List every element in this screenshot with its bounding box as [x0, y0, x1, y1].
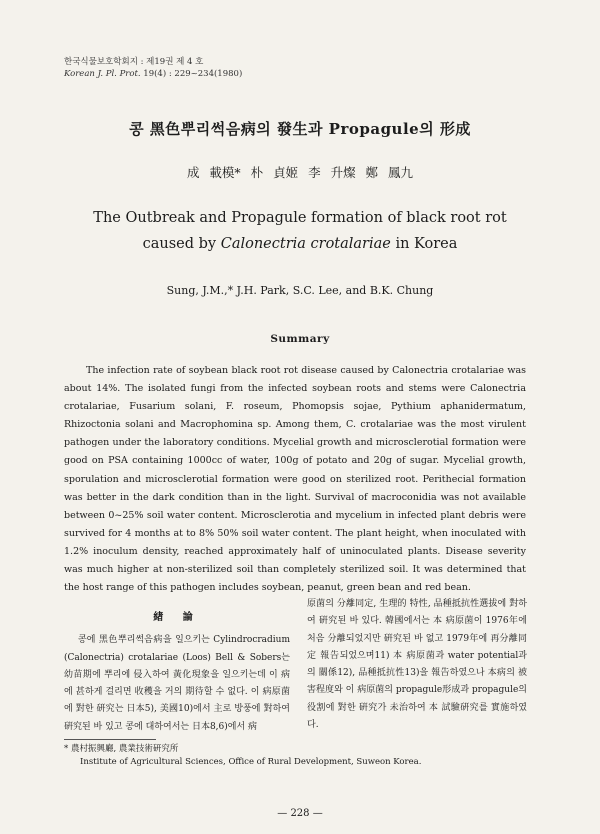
- footnote-divider: [64, 739, 156, 740]
- journal-english: [64, 68, 242, 80]
- summary-section: [64, 362, 526, 597]
- title-korean: 콩 黑色뿌리썩음病의 發生과 Propagule의 形成: [129, 120, 471, 138]
- title-line2-post: in Korea: [390, 236, 458, 252]
- intro-left-text: 콩에 黑色뿌리썩음病을 일으키는 Cylindrocradium (Calonectria) crotalariae (Loos) Bell & Sobers는 幼苗期에 뿌리에 侵入하여 黃化現象을 일으키는데 이 病에 甚하게 걸리면 收穫을 거의 期待할 수 없다. 이 病原菌에 對한 硏究는 日本5), 美國10)에서 主로 방풍에 對하여 硏究된 바 있고 콩에 대하여서는 日本8,6)에서 病: [64, 635, 290, 732]
- title-species: Calonectria crotalariae: [220, 236, 391, 252]
- summary-heading: Summary: [270, 333, 330, 345]
- title-line2-pre: caused by: [142, 236, 221, 252]
- title-english: [0, 205, 600, 257]
- journal-english-name: Korean J. Pl. Prot.: [64, 69, 141, 79]
- authors-korean: 成 載模* 朴 貞姬 李 升燦 鄭 鳳九: [186, 165, 414, 180]
- page-number: — 228 —: [277, 808, 323, 819]
- authors-english: Sung, J.M.,* J.H. Park, S.C. Lee, and B.K. Chung: [166, 284, 434, 297]
- intro-heading: 緖 論: [153, 612, 201, 623]
- footnote-english: Institute of Agricultural Sciences, Office of Rural Development, Suweon Korea.: [80, 757, 422, 767]
- title-english-line2: [0, 231, 600, 257]
- journal-english-issue: 19(4) : 229~234(1980): [143, 69, 243, 79]
- footnote: [64, 743, 421, 769]
- footnote-korean: * 農村振興廳, 農業技術硏究所: [64, 744, 179, 754]
- intro-right-text: 原菌의 分離同定, 生理的 特性, 品種抵抗性選拔에 對하여 硏究된 바 있다. 韓國에서는 本 病原菌이 1976年에 처음 分離되었지만 硏究된 바 없고 1979年에 再分離同定 報告되었으며11) 本 病原菌과 water potential과의 關係12), 品種抵抗性13)을 報告하였으나 本病의 被害程度와 이 病原菌의 propagule形成과 propagule의 役割에 對한 硏究가 未治하여 本 試驗硏究를 實施하였다.: [307, 599, 527, 731]
- journal-header: [64, 56, 242, 80]
- title-english-line1: The Outbreak and Propagule formation of black root rot: [93, 210, 507, 226]
- journal-korean: 한국식물보호학회지 : 제19권 제 4 호: [64, 57, 204, 67]
- intro-right-column: [307, 596, 527, 734]
- intro-left-column: [64, 594, 290, 736]
- summary-text: The infection rate of soybean black root rot disease caused by Calonectria crotalariae was about 14%. The isolated fungi from the infected soybean roots and stems were Calonectria crotalariae, Fusarium solani, F. roseum, Phomopsis sojae, Pythium aphanidermatum, Rhizoctonia solani and Macrophomina sp. Among them, C. crotalariae was the most virulent pathogen under the laboratory conditions. Mycelial growth and microsclerotial formation were good on PSA containing 1000cc of water, 100g of potato and 20g of sugar. Mycelial growth, sporulation and microsclerotial formation were good on sterilized root. Perithecial formation was better in the dark condition than in the light. Survival of macroconidia was not available between 0~25% soil water content. Microsclerotia and mycelium in infected plant debris were survived for 4 months at to 8% 50% soil water content. The plant height, when inoculated with 1.2% inoculum density, reached approximately half of uninoculated plants. Disease severity was much higher at non-sterilized soil than completely sterilized soil. It was determined that the host range of this pathogen includes soybean, peanut, green bean and red bean.: [64, 365, 526, 594]
